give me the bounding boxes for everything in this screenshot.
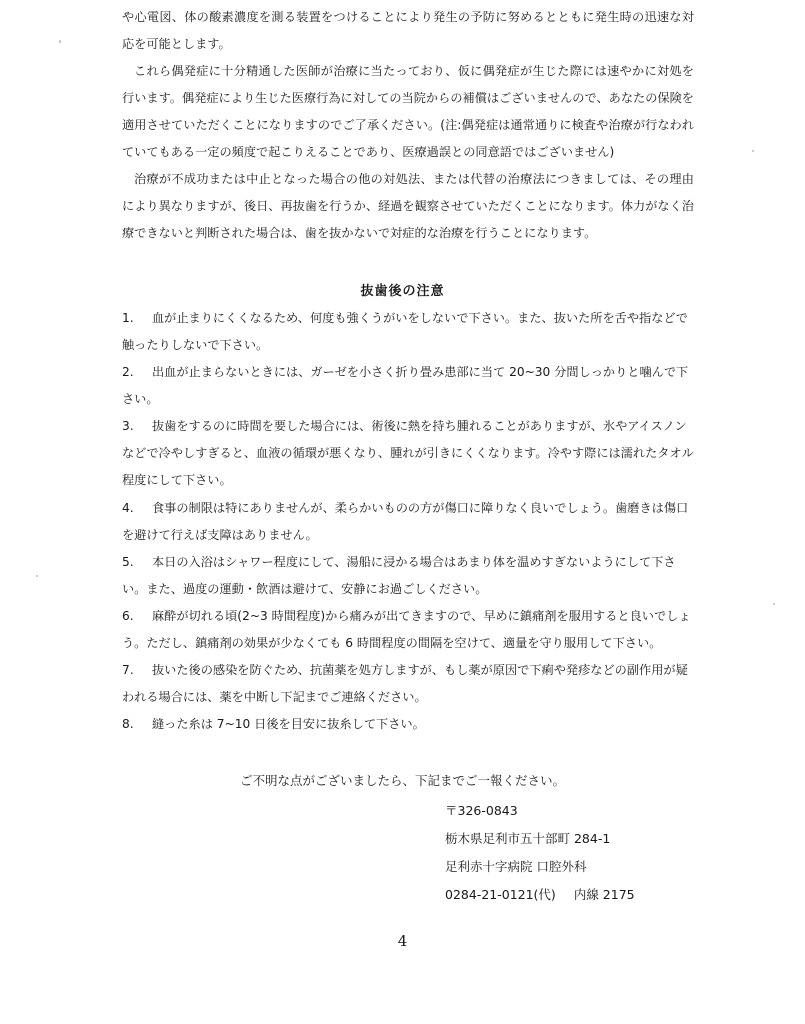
phone-number: 0284-21-0121(代) [445, 887, 556, 902]
scan-speck [752, 150, 754, 152]
scan-speck [36, 575, 38, 577]
item-text: 食事の制限は特にありませんが、柔らかいものの方が傷口に障りなく良いでしょう。歯磨きは傷口を避けて行えば支障はありません。 [122, 501, 689, 542]
postal-code: 〒326-0843 [445, 803, 518, 818]
item-text: 出血が止まらないときには、ガーゼを小さく折り畳み患部に当て 20~30 分間しっかりと噛んで下さい。 [122, 365, 689, 406]
page-number: 4 [397, 932, 408, 950]
contact-message: ご不明な点がございましたら、下記までご一報ください。 [239, 773, 565, 788]
hospital-name: 足利赤十字病院 口腔外科 [445, 859, 587, 874]
list-item [122, 711, 694, 738]
item-number: 4. [122, 501, 134, 515]
item-number: 6. [122, 609, 134, 623]
list-item [122, 359, 694, 413]
item-number: 8. [122, 717, 134, 731]
item-text: 麻酔が切れる頃(2~3 時間程度)から痛みが出てきますので、早めに鎮痛剤を服用すると良いでしょう。ただし、鎮痛剤の効果が少なくても 6 時間程度の間隔を空けて、適量を守り服用して下さい。 [122, 609, 691, 650]
item-number: 2. [122, 365, 134, 379]
address: 栃木県足利市五十部町 284-1 [445, 831, 611, 846]
intro-paragraph-1: や心電図、体の酸素濃度を測る装置をつけることにより発生の予防に努めるとともに発生時の迅速な対応を可能とします。 [122, 10, 694, 51]
item-number: 3. [122, 419, 134, 433]
list-item [122, 603, 694, 657]
section-heading: 抜歯後の注意 [360, 284, 445, 299]
item-number: 1. [122, 311, 134, 325]
item-text: 本日の入浴はシャワー程度にして、湯船に浸かる場合はあまり体を温めすぎないようにして下さい。また、過度の運動・飲酒は避けて、安静にお過ごしください。 [122, 555, 676, 596]
phone-extension: 内線 2175 [573, 887, 635, 902]
scan-speck [59, 40, 61, 43]
list-item [122, 549, 694, 603]
item-text: 血が止まりにくくなるため、何度も強くうがいをしないで下さい。また、抜いた所を舌や指などで触ったりしないで下さい。 [122, 311, 688, 352]
intro-paragraph-2: これら偶発症に十分精通した医師が治療に当たっており、仮に偶発症が生じた際には速やかに対処を行います。偶発症により生じた医療行為に対しての当院からの補償はございませんので、あなたの保険を適用させていただくことになりますのでご了承ください。(注:偶発症は通常通りに検査や治療が行なわれていてもある一定の頻度で起こりえることであり、医療過誤との同意語ではございません) [122, 64, 694, 159]
scan-speck [773, 603, 775, 605]
list-item [122, 305, 694, 359]
list-item [122, 495, 694, 549]
list-item [122, 657, 694, 711]
intro-paragraph-3: 治療が不成功または中止となった場合の他の対処法、または代替の治療法につきましては、その理由により異なりますが、後日、再抜歯を行うか、経過を観察させていただくことになります。体力がなく治療できないと判断された場合は、歯を抜かないで対症的な治療を行うことになります。 [122, 172, 694, 240]
item-text: 抜いた後の感染を防ぐため、抗菌薬を処方しますが、もし薬が原因で下痢や発疹などの副作用が疑われる場合には、薬を中断し下記までご連絡ください。 [122, 663, 688, 704]
item-text: 抜歯をするのに時間を要した場合には、術後に熱を持ち腫れることがありますが、氷やアイスノンなどで冷やしすぎると、血液の循環が悪くなり、腫れが引きにくくなります。冷やす際には濡れたタオル程度にして下さい。 [122, 419, 694, 487]
list-item [122, 413, 694, 494]
item-number: 7. [122, 663, 134, 677]
phone-line [445, 885, 635, 905]
item-text: 縫った糸は 7~10 日後を目安に抜糸して下さい。 [152, 717, 425, 731]
item-number: 5. [122, 555, 134, 569]
